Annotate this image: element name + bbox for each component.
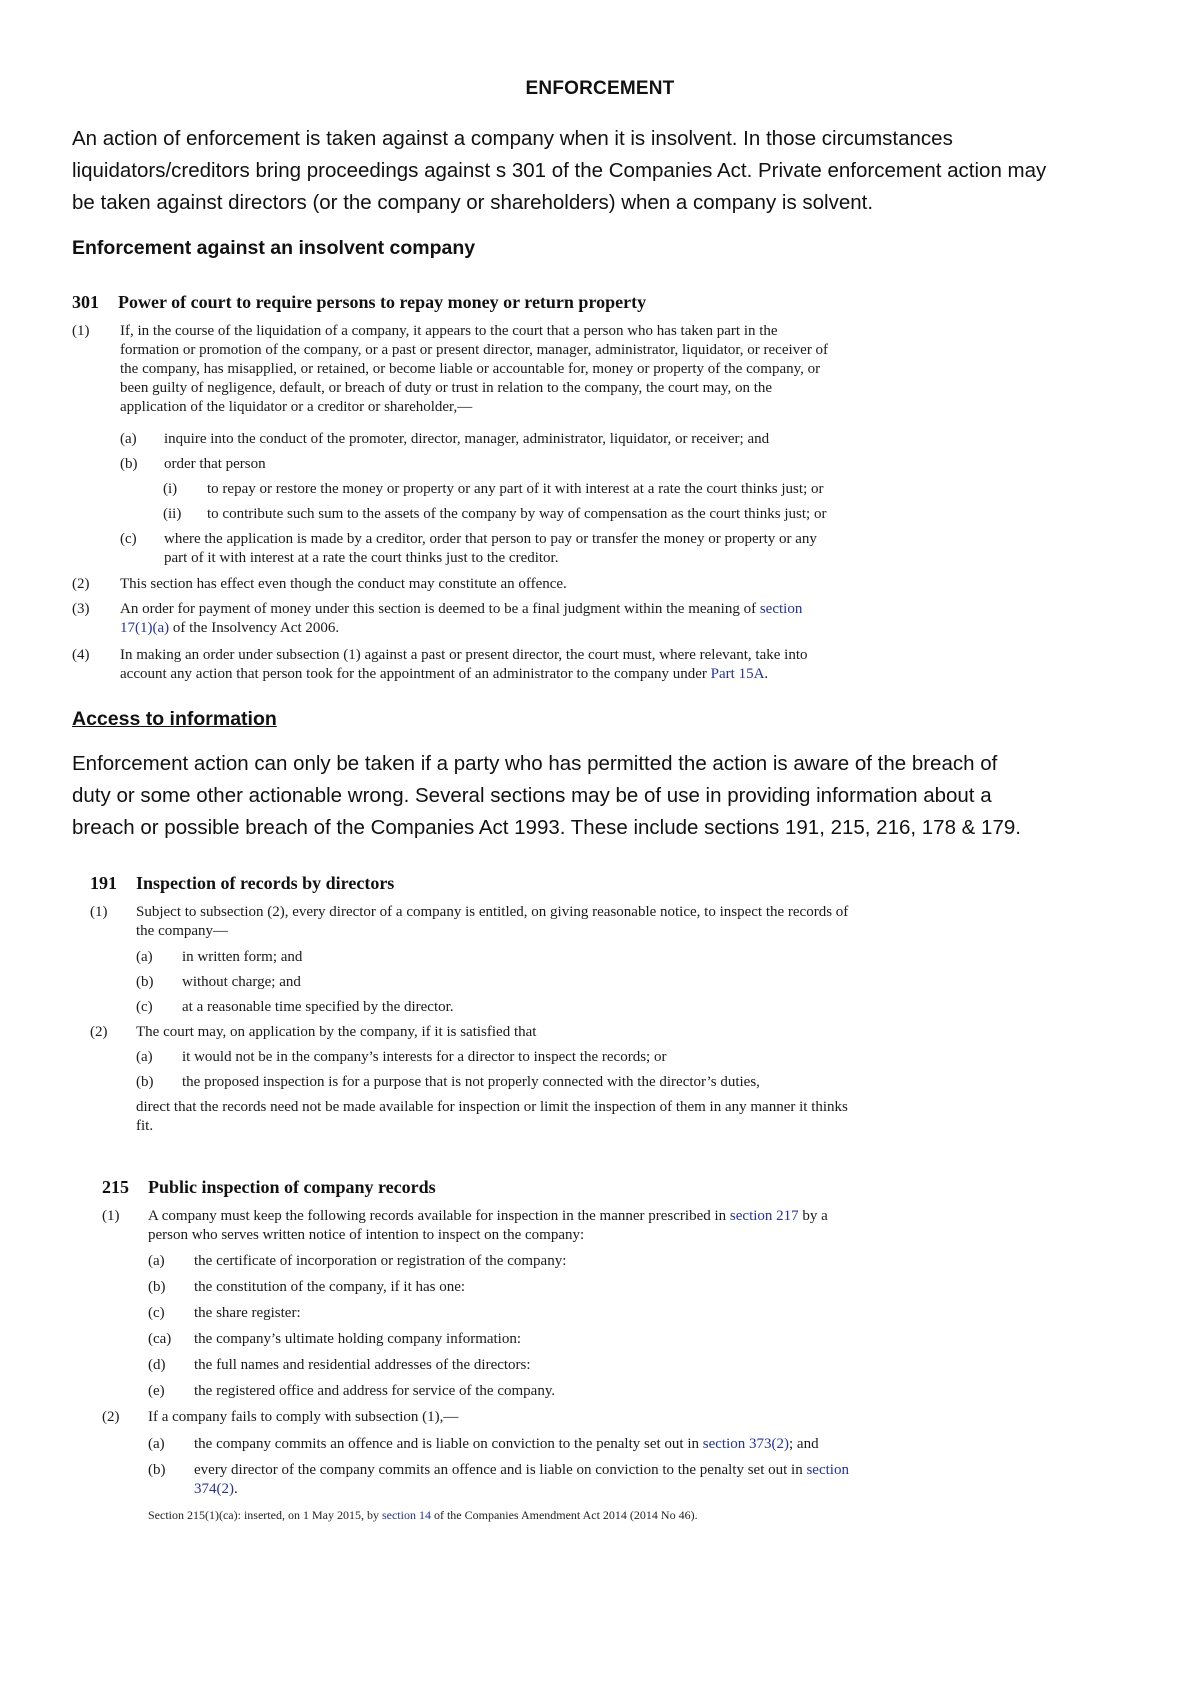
heading-insolvent: Enforcement against an insolvent company — [72, 237, 476, 259]
text-run: . — [234, 1481, 238, 1497]
paragraph-text: without charge; and — [182, 974, 301, 990]
paragraph-text: the share register: — [194, 1305, 301, 1321]
section-number: 301 — [72, 292, 99, 312]
subsection-number: (2) — [90, 1024, 108, 1040]
subsection-number: (4) — [72, 647, 90, 663]
s301-subsection-4 — [72, 646, 972, 686]
text-line: application of the liquidator or a creditor or shareholder,— — [120, 399, 473, 415]
section-title: Power of court to require persons to repay money or return property — [118, 292, 647, 312]
text-run: . — [764, 666, 769, 682]
access-line: duty or some other actionable wrong. Several sections may be of use in providing information about a — [72, 784, 992, 807]
s215-subsection-1 — [102, 1207, 982, 1247]
section-217-link[interactable]: section 217 — [729, 1208, 799, 1224]
s301-subsection-3 — [72, 600, 972, 640]
subparagraph-text: to repay or restore the money or property or any part of it with interest at a rate the court thinks just; or — [207, 481, 824, 497]
text-line: If, in the course of the liquidation of a company, it appears to the court that a person who has taken part in the — [120, 323, 778, 339]
paragraph-text: in written form; and — [182, 949, 303, 965]
text-run: A company must keep the following records available for inspection in the manner prescribed in — [148, 1208, 730, 1224]
intro-line: liquidators/creditors bring proceedings against s 301 of the Companies Act. Private enforcement action may — [72, 159, 1047, 182]
paragraph-number: (b) — [120, 456, 138, 472]
text-run: by a — [798, 1208, 828, 1224]
text-line: fit. — [136, 1118, 154, 1134]
text-run: Section 215(1)(ca): inserted, on 1 May 2015, by — [148, 1508, 382, 1522]
text-run: every director of the company commits an offence and is liable on conviction to the penalty set out in — [194, 1462, 807, 1478]
paragraph-number: (b) — [148, 1462, 166, 1478]
subsection-text: The court may, on application by the company, if it is satisfied that — [136, 1024, 537, 1040]
subparagraph-text: to contribute such sum to the assets of the company by way of compensation as the court thinks just; or — [207, 506, 827, 522]
section-191-heading — [90, 873, 394, 894]
paragraph-text: the registered office and address for service of the company. — [194, 1383, 556, 1399]
s215-para-b2 — [148, 1461, 978, 1501]
section-title: Public inspection of company records — [148, 1177, 436, 1197]
subsection-number: (2) — [102, 1409, 120, 1425]
part-15a-link[interactable]: Part 15A — [710, 666, 765, 682]
text-line: Subject to subsection (2), every director of a company is entitled, on giving reasonable notice, to inspect the records of — [136, 904, 849, 920]
text-run: the company commits an offence and is liable on conviction to the penalty set out in — [194, 1436, 703, 1452]
text-line: In making an order under subsection (1) against a past or present director, the court must, where relevant, take into — [120, 647, 808, 663]
subsection-number: (1) — [102, 1208, 120, 1224]
text-line: been guilty of negligence, default, or breach of duty or trust in relation to the company, the court may, on the — [120, 380, 773, 396]
section-number: 215 — [102, 1177, 129, 1197]
text-line: direct that the records need not be made available for inspection or limit the inspection of them in any manner it thinks — [136, 1099, 848, 1115]
paragraph-text: the certificate of incorporation or registration of the company: — [194, 1253, 567, 1269]
paragraph-number: (e) — [148, 1383, 165, 1399]
section-374-link[interactable]: section — [806, 1462, 849, 1478]
subsection-text: If a company fails to comply with subsection (1),— — [148, 1409, 459, 1425]
section-373-link[interactable]: section 373(2) — [702, 1436, 789, 1452]
section-14-link[interactable]: section 14 — [381, 1508, 431, 1522]
section-number: 191 — [90, 873, 117, 893]
intro-line: An action of enforcement is taken against a company when it is insolvent. In those circumstances — [72, 127, 953, 150]
text-line: the company— — [136, 923, 229, 939]
s301-para-c — [120, 530, 960, 570]
paragraph-number: (a) — [148, 1436, 165, 1452]
paragraph-text: the constitution of the company, if it has one: — [194, 1279, 466, 1295]
subparagraph-number: (ii) — [163, 506, 182, 522]
section-301-heading — [72, 292, 646, 313]
paragraph-number: (d) — [148, 1357, 166, 1373]
subparagraph-number: (i) — [163, 481, 178, 497]
text-run: ; and — [789, 1436, 819, 1452]
paragraph-text: the company’s ultimate holding company information: — [194, 1331, 522, 1347]
document-title: ENFORCEMENT — [525, 78, 675, 99]
paragraph-number: (b) — [148, 1279, 166, 1295]
subsection-text: This section has effect even though the conduct may constitute an offence. — [120, 576, 567, 592]
section-17-link[interactable]: 17(1)(a) — [120, 620, 170, 636]
s191-subsection-1 — [90, 903, 970, 943]
paragraph-text: inquire into the conduct of the promoter, director, manager, administrator, liquidator, or receiver; and — [164, 431, 770, 447]
paragraph-number: (b) — [136, 1074, 154, 1090]
text-run: of the Companies Amendment Act 2014 (2014 No 46). — [430, 1508, 698, 1522]
text-line: formation or promotion of the company, or a past or present director, manager, administrator, liquidator, or receiver of — [120, 342, 829, 358]
subsection-number: (1) — [72, 323, 90, 339]
paragraph-number: (a) — [148, 1253, 165, 1269]
access-line: breach or possible breach of the Companies Act 1993. These include sections 191, 215, 216, 178 & 179. — [72, 816, 1021, 839]
access-paragraph — [72, 748, 1130, 844]
paragraph-number: (ca) — [148, 1331, 172, 1347]
text-line: person who serves written notice of intention to inspect on the company: — [148, 1227, 585, 1243]
paragraph-text: at a reasonable time specified by the director. — [182, 999, 454, 1015]
paragraph-text: the full names and residential addresses of the directors: — [194, 1357, 531, 1373]
paragraph-text: it would not be in the company’s interests for a director to inspect the records; or — [182, 1049, 667, 1065]
subsection-number: (3) — [72, 601, 90, 617]
subsection-number: (2) — [72, 576, 90, 592]
text-line: where the application is made by a creditor, order that person to pay or transfer the money or property or any — [164, 531, 817, 547]
paragraph-number: (a) — [136, 1049, 153, 1065]
text-run: of the Insolvency Act 2006. — [169, 620, 340, 636]
text-line: the company, has misapplied, or retained, or become liable or accountable for, money or property of the company, or — [120, 361, 821, 377]
paragraph-number: (a) — [120, 431, 137, 447]
text-run: account any action that person took for the appointment of an administrator to the company under — [120, 666, 711, 682]
text-run: An order for payment of money under this section is deemed to be a final judgment within the meaning of — [120, 601, 760, 617]
paragraph-number: (c) — [148, 1305, 165, 1321]
paragraph-number: (c) — [136, 999, 153, 1015]
paragraph-text: the proposed inspection is for a purpose that is not properly connected with the director’s duties, — [182, 1074, 760, 1090]
paragraph-number: (c) — [120, 531, 137, 547]
section-374-link[interactable]: 374(2) — [194, 1481, 234, 1497]
section-215-heading — [102, 1177, 436, 1198]
section-17-link[interactable]: section — [759, 601, 803, 617]
text-line: part of it with interest at a rate the court thinks just to the creditor. — [164, 550, 559, 566]
intro-line: be taken against directors (or the company or shareholders) when a company is solvent. — [72, 191, 874, 214]
access-line: Enforcement action can only be taken if a party who has permitted the action is aware of the breach of — [72, 752, 998, 775]
history-note — [148, 1508, 948, 1523]
heading-access: Access to information — [72, 708, 277, 730]
paragraph-number: (a) — [136, 949, 153, 965]
s301-subsection-1 — [72, 322, 972, 422]
paragraph-text: order that person — [164, 456, 266, 472]
section-title: Inspection of records by directors — [136, 873, 395, 893]
paragraph-number: (b) — [136, 974, 154, 990]
s191-tail — [136, 1098, 976, 1138]
subsection-number: (1) — [90, 904, 108, 920]
intro-paragraph — [72, 123, 1132, 219]
